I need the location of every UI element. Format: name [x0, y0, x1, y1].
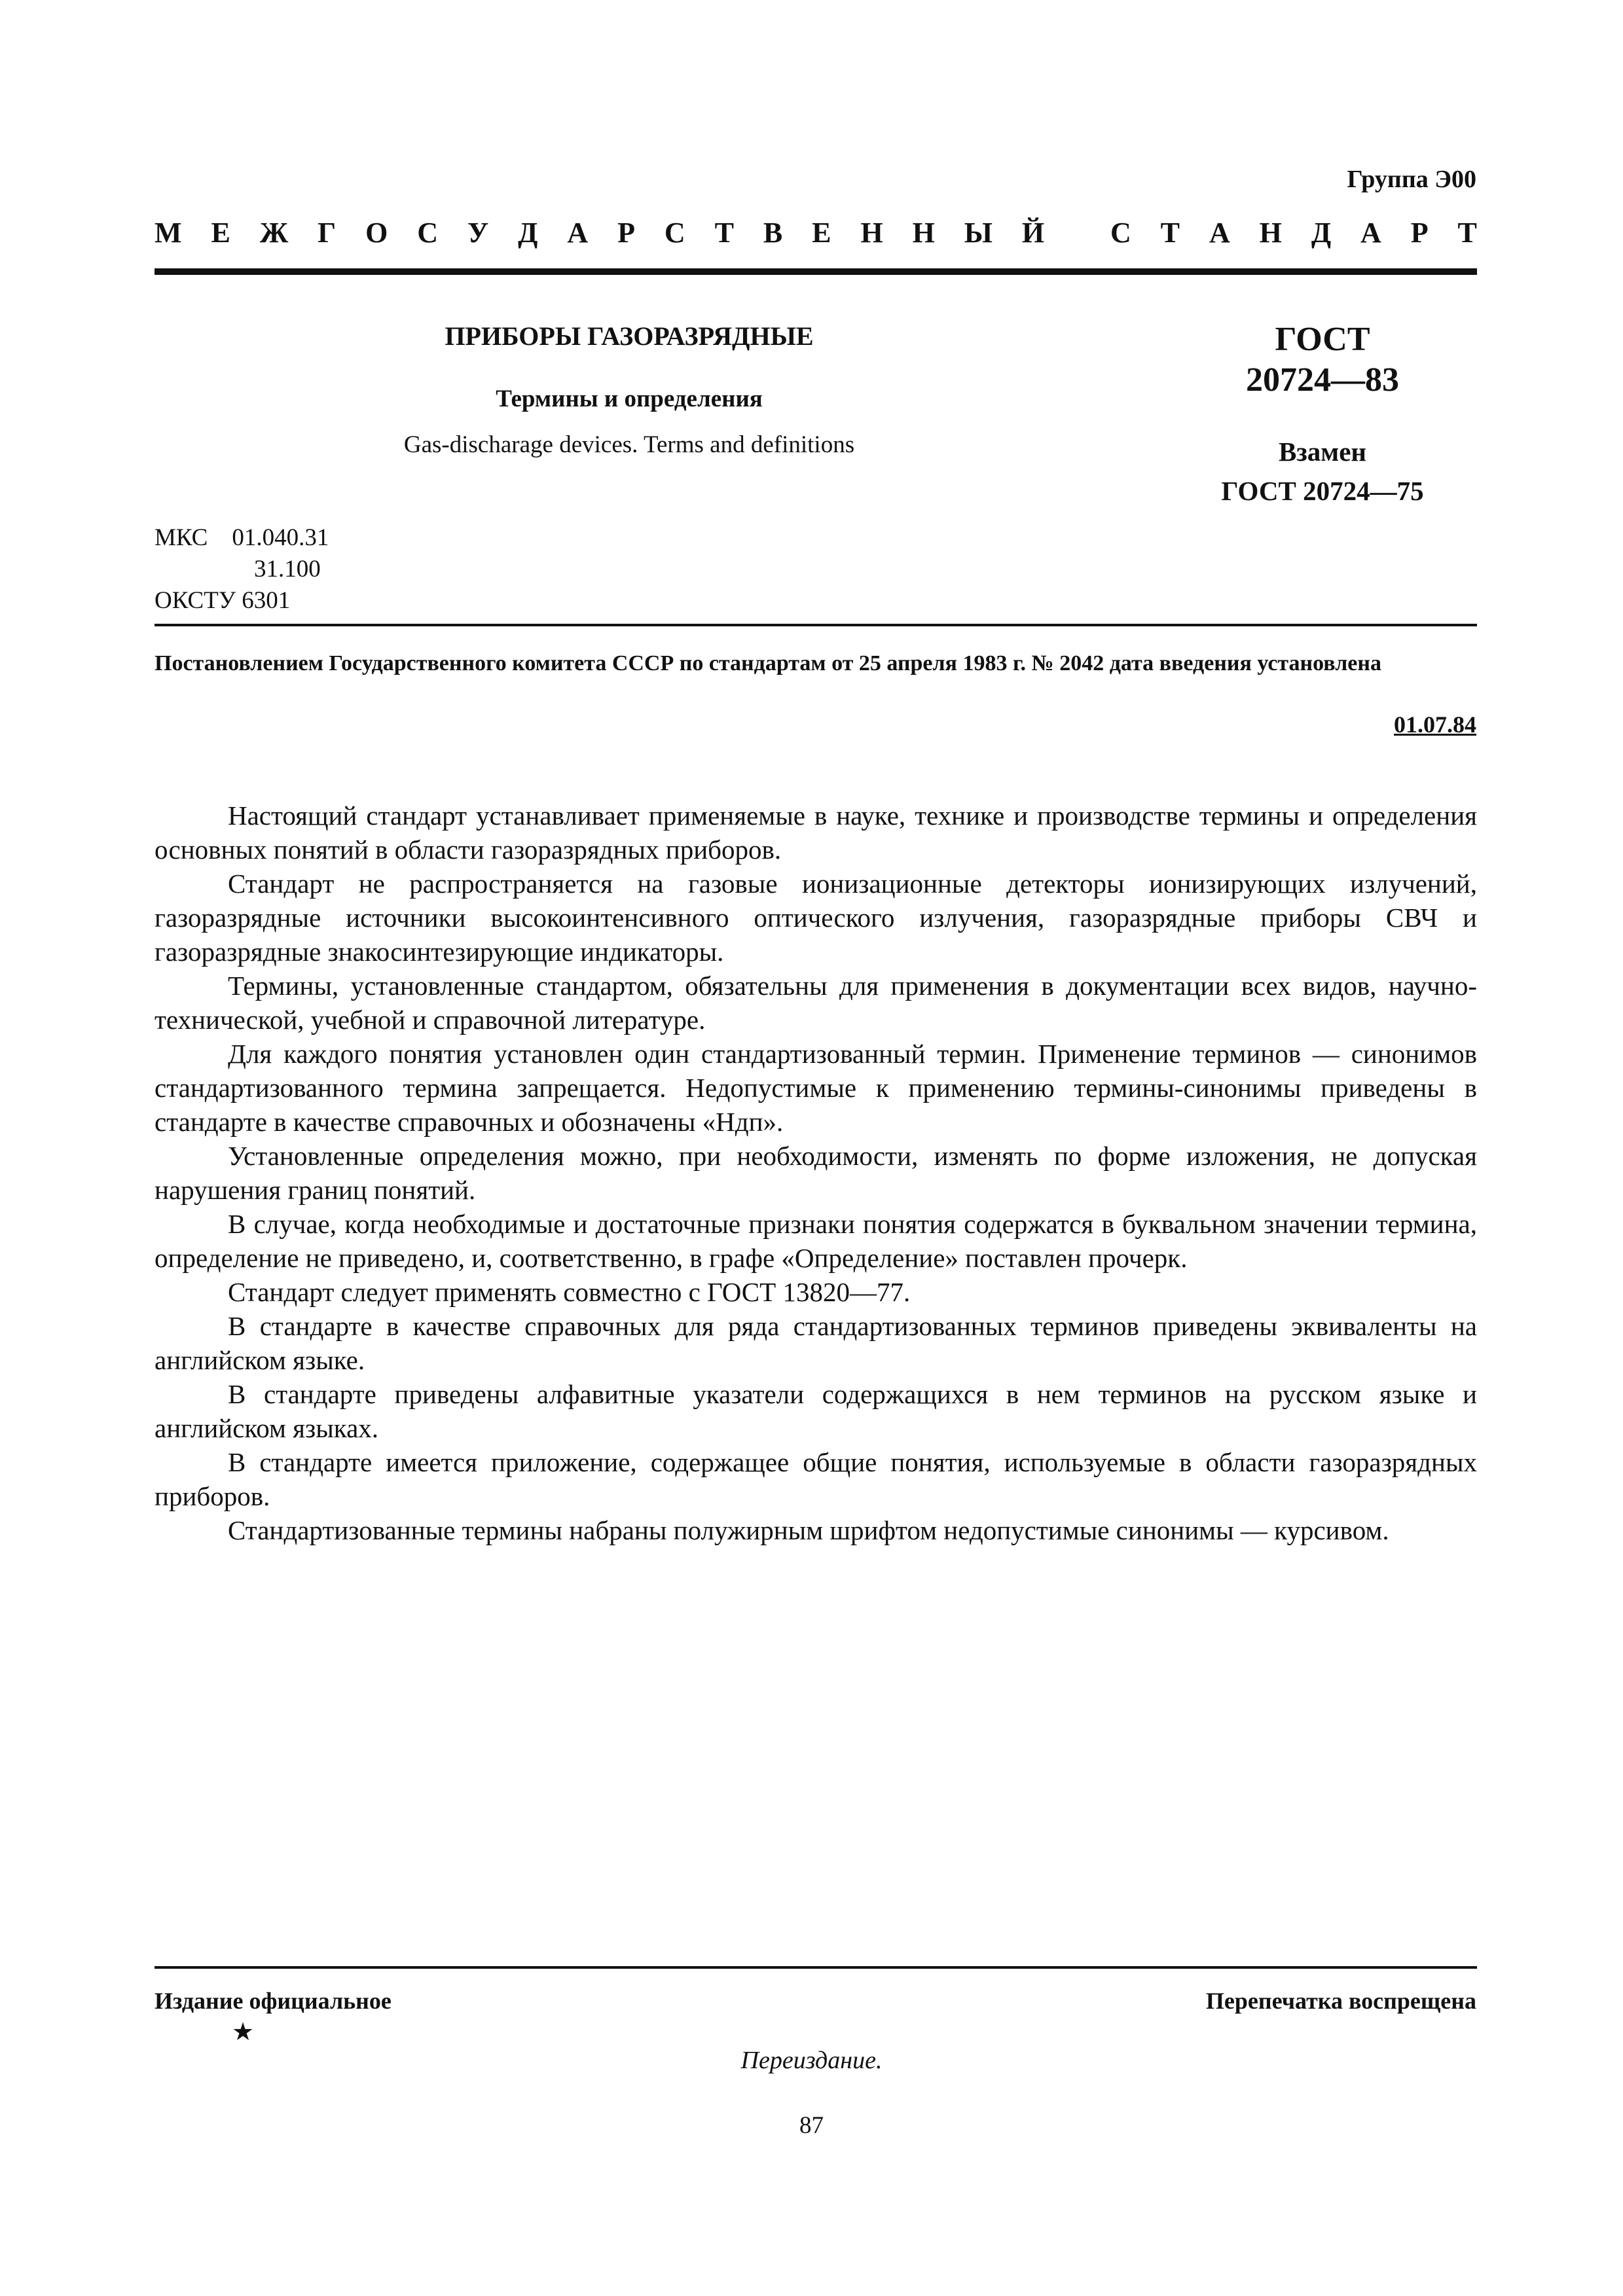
official-edition-label: Издание официальное [155, 1988, 392, 2014]
replaced-standard: ГОСТ 20724—75 [1221, 476, 1424, 506]
banner-letter: У [467, 217, 489, 249]
paragraph: В случае, когда необходимые и достаточные признаки понятия содержатся в буквальном значении термина, определение не приведено, и, соответственно, в графе «Определение» поставлен прочерк. [155, 1209, 1477, 1273]
mks-label: МКС [155, 524, 208, 551]
paragraph: Стандарт следует применять совместно с ГОСТ 13820—77. [228, 1277, 911, 1307]
banner-letter: А [1360, 217, 1381, 249]
banner-letter: Ж [259, 217, 289, 249]
banner-letter: Н [860, 217, 883, 249]
paragraph: Установленные определения можно, при необходимости, изменять по форме изложения, не допуская нарушения границ понятий. [155, 1141, 1477, 1205]
banner-letter: Н [912, 217, 935, 249]
okstu-code: ОКСТУ 6301 [155, 587, 291, 614]
banner-letter: Ы [964, 217, 993, 249]
decree-text: Постановлением Государственного комитета СССР по стандартам от 25 апреля 1983 г. № 2042 дата введения установлена [155, 651, 1381, 675]
paragraph: В стандарте приведены алфавитные указатели содержащихся в нем терминов на русском языке и английском языках. [155, 1379, 1477, 1443]
banner-letter: Т [1457, 217, 1477, 249]
banner-letter: Р [617, 217, 635, 249]
banner-letter: Й [1021, 217, 1045, 249]
banner-letter: Д [1311, 217, 1332, 249]
paragraph: Стандартизованные термины набраны полужирным шрифтом недопустимые синонимы — курсивом. [228, 1515, 1389, 1545]
banner-letter: В [763, 217, 783, 249]
mks-code: 31.100 [254, 556, 321, 583]
effective-date: 01.07.84 [1394, 711, 1476, 738]
banner-letter: Т [1160, 217, 1180, 249]
banner-letter: Н [1259, 217, 1282, 249]
mks-code: 01.040.31 [232, 524, 329, 551]
paragraph: В стандарте имеется приложение, содержащее общие понятия, используемые в области газоразрядных приборов. [155, 1447, 1477, 1511]
reissue-note: Переиздание. [740, 2047, 883, 2074]
banner-gap [1074, 216, 1081, 249]
document-title: ПРИБОРЫ ГАЗОРАЗРЯДНЫЕ [445, 321, 814, 351]
banner-letter: О [365, 217, 388, 249]
classification-codes [155, 522, 329, 617]
paragraph: Стандарт не распространяется на газовые ионизационные детекторы ионизирующих излучений, газоразрядные источники высокоинтенсивного оптического излучения, газоразрядные приборы СВЧ и газоразрядные знакосинтезирующие индикаторы. [155, 869, 1477, 967]
paragraph: Для каждого понятия установлен один стандартизованный термин. Применение терминов — синонимов стандартизованного термина запрещается. Недопустимые к применению термины-синонимы приведены в стандарте в качестве справочных и обозначены «Ндп». [155, 1039, 1477, 1137]
footer-rule [155, 1966, 1477, 1969]
banner-letter: Т [714, 217, 734, 249]
replaces-label: Взамен [1278, 437, 1367, 467]
banner-letter: Г [318, 217, 337, 249]
paragraph: Термины, установленные стандартом, обязательны для применения в документации всех видов, научно-технической, учебной и справочной литературе. [155, 971, 1477, 1035]
paragraph: Настоящий стандарт устанавливает применяемые в науке, технике и производстве термины и определения основных понятий в области газоразрядных приборов. [155, 800, 1477, 865]
reprint-prohibited-label: Перепечатка воспрещена [1205, 1988, 1476, 2014]
english-title: Gas-discharage devices. Terms and definitions [403, 431, 855, 458]
page-number: 87 [799, 2112, 824, 2139]
banner-letter: А [1209, 217, 1230, 249]
gost-label: ГОСТ [1275, 321, 1370, 358]
body-text [155, 798, 1477, 1547]
interstate-standard-banner [155, 216, 1477, 249]
document-subtitle: Термины и определения [496, 386, 763, 412]
group-code: Группа Э00 [1347, 166, 1476, 193]
replaces-block [1165, 432, 1480, 511]
paragraph: В стандарте в качестве справочных для ряда стандартизованных терминов приведены эквиваленты на английском языке. [155, 1311, 1477, 1375]
banner-letter: Е [211, 217, 230, 249]
gost-designation [1165, 319, 1480, 401]
banner-letter: С [1110, 217, 1131, 249]
banner-letter: С [664, 217, 685, 249]
star-icon: ★ [232, 2018, 255, 2046]
banner-letter: М [155, 217, 182, 249]
banner-letter: С [417, 217, 439, 249]
gost-number: 20724—83 [1246, 361, 1399, 399]
banner-letter: Е [812, 217, 831, 249]
banner-letter: Р [1410, 217, 1429, 249]
banner-letter: Д [518, 217, 538, 249]
divider-rule [155, 624, 1477, 626]
header-rule [155, 268, 1477, 275]
banner-letter: А [567, 217, 589, 249]
